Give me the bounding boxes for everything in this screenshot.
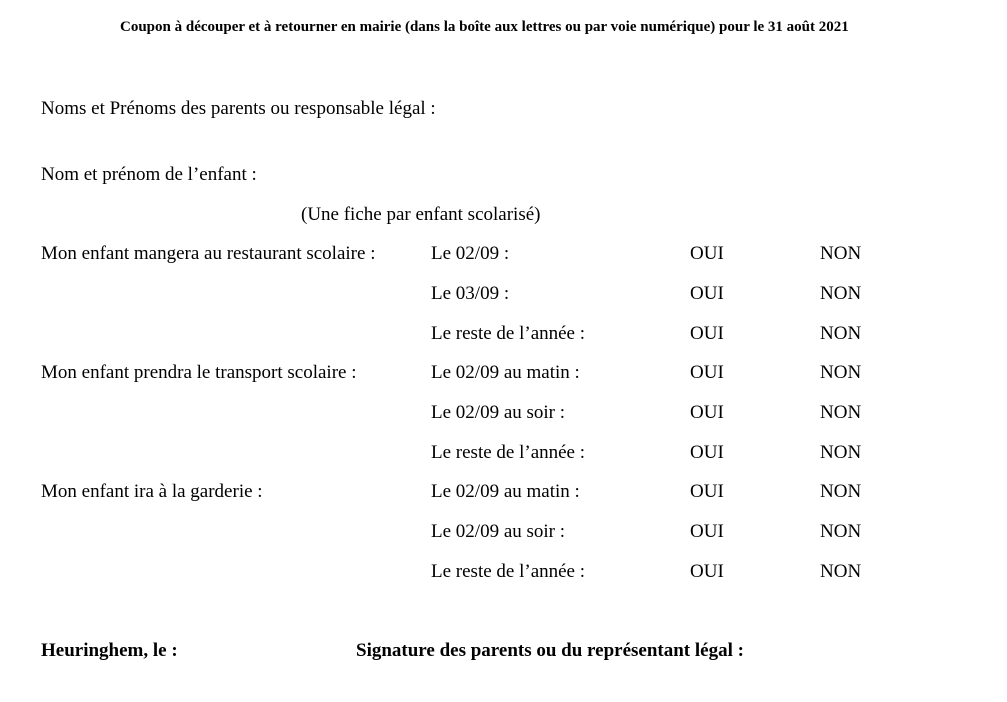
restaurant-row-oui[interactable]: OUI <box>690 323 724 344</box>
one-form-per-child-note: (Une fiche par enfant scolarisé) <box>301 204 541 225</box>
transport-row-non[interactable]: NON <box>820 362 862 383</box>
restaurant-row-date: Le 02/09 : <box>431 243 510 264</box>
restaurant-row-date: Le 03/09 : <box>431 283 510 304</box>
transport-row-oui[interactable]: OUI <box>690 402 724 423</box>
transport-row-date: Le 02/09 au matin : <box>431 362 580 383</box>
child-name-label: Nom et prénom de l’enfant : <box>41 164 257 185</box>
restaurant-row-date: Le reste de l’année : <box>431 323 586 344</box>
restaurant-row-non[interactable]: NON <box>820 243 862 264</box>
garderie-row-oui[interactable]: OUI <box>690 481 724 502</box>
restaurant-row-non[interactable]: NON <box>820 323 862 344</box>
garderie-row-oui[interactable]: OUI <box>690 521 724 542</box>
garderie-row-date: Le 02/09 au soir : <box>431 521 566 542</box>
garderie-row-non[interactable]: NON <box>820 481 862 502</box>
garderie-row-non[interactable]: NON <box>820 521 862 542</box>
restaurant-row-non[interactable]: NON <box>820 283 862 304</box>
coupon-header: Coupon à découper et à retourner en mairie (dans la boîte aux lettres ou par voie numérique) pour le 31 août 2021 <box>120 19 849 35</box>
garderie-row-non[interactable]: NON <box>820 561 862 582</box>
restaurant-row-oui[interactable]: OUI <box>690 243 724 264</box>
garderie-row-date: Le reste de l’année : <box>431 561 586 582</box>
transport-row-oui[interactable]: OUI <box>690 442 724 463</box>
section-garderie-label: Mon enfant ira à la garderie : <box>41 481 263 502</box>
section-transport-label: Mon enfant prendra le transport scolaire : <box>41 362 357 383</box>
garderie-row-oui[interactable]: OUI <box>690 561 724 582</box>
section-restaurant-label: Mon enfant mangera au restaurant scolaire : <box>41 243 376 264</box>
place-date-label: Heuringhem, le : <box>41 640 178 661</box>
transport-row-non[interactable]: NON <box>820 402 862 423</box>
restaurant-row-oui[interactable]: OUI <box>690 283 724 304</box>
transport-row-date: Le 02/09 au soir : <box>431 402 566 423</box>
signature-label: Signature des parents ou du représentant légal : <box>356 640 744 661</box>
transport-row-non[interactable]: NON <box>820 442 862 463</box>
transport-row-oui[interactable]: OUI <box>690 362 724 383</box>
transport-row-date: Le reste de l’année : <box>431 442 586 463</box>
garderie-row-date: Le 02/09 au matin : <box>431 481 580 502</box>
parents-name-label: Noms et Prénoms des parents ou responsable légal : <box>41 98 436 119</box>
